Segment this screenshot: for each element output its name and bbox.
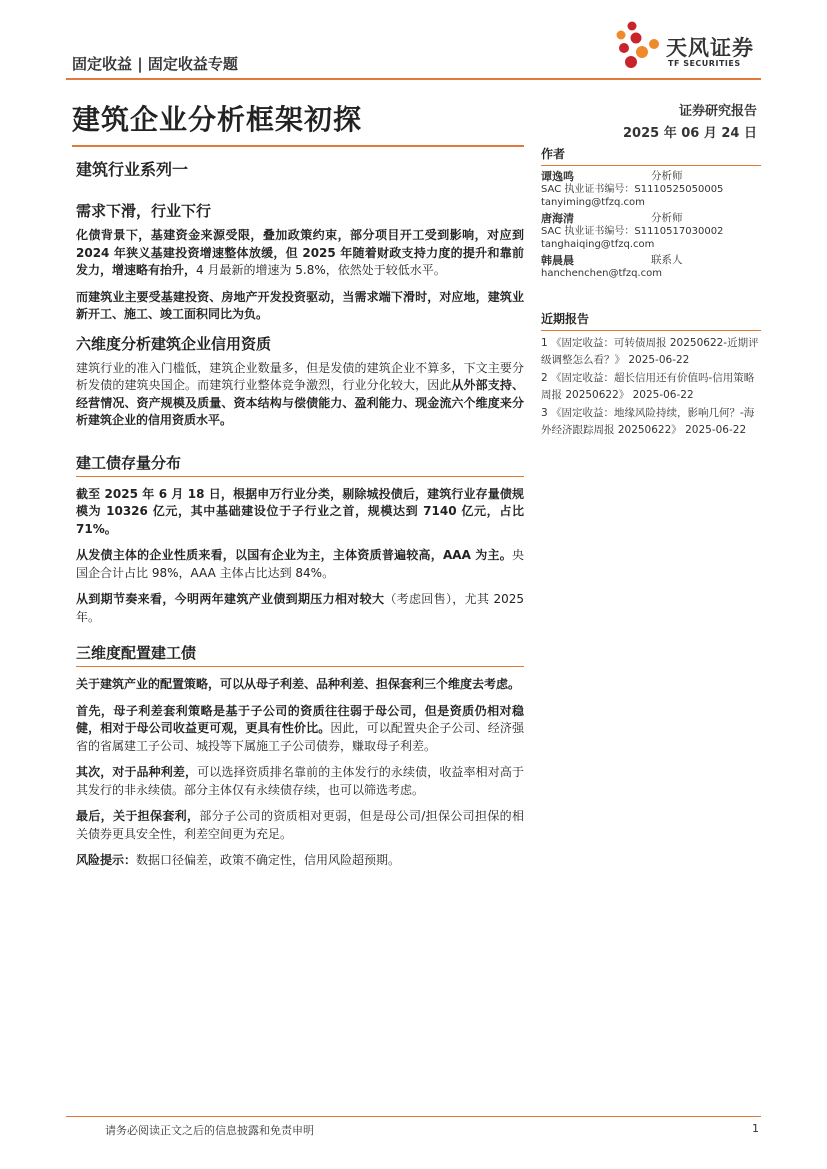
- author-name: 韩晨晨: [541, 254, 574, 267]
- paragraph: 关于建筑产业的配置策略，可以从母子利差、品种利差、担保套利三个维度去考虑。: [76, 677, 521, 691]
- recent-report-link[interactable]: 3 《固定收益：地缘风险持续，影响几何？-海外经济跟踪周报 20250622》 2025-06-22: [541, 407, 755, 436]
- main-content: [76, 200, 524, 879]
- title-divider: [72, 145, 524, 147]
- author-cert: SAC 执业证书编号：S1110517030002: [541, 226, 724, 237]
- footer-divider: [66, 1116, 761, 1117]
- author-cert: SAC 执业证书编号：S1110525050005: [541, 184, 724, 195]
- brand-name: 天风证券: [666, 36, 754, 60]
- recent-reports-panel: [541, 310, 761, 440]
- page-number: 1: [752, 1122, 759, 1135]
- header-divider: [66, 78, 761, 80]
- author-role: 分析师: [651, 170, 683, 182]
- author-entry: [541, 212, 761, 251]
- author-name: 唐海清: [541, 212, 574, 225]
- authors-heading: 作者: [541, 145, 761, 166]
- brand-subtitle: TF SECURITIES: [668, 59, 741, 68]
- author-name: 谭逸鸣: [541, 170, 574, 183]
- section-six-dimensions: [76, 333, 524, 430]
- paragraph: 建筑行业的准入门槛低，建筑企业数量多，但是发债的建筑企业不算多，下文主要分析发债的建筑央国企。而建筑行业整体竞争激烈，行业分化较大，因此从外部支持、经营情况、资产规模及质量、资本结构与偿债能力、盈利能力、现金流六个维度来分析建筑企业的信用资质水平。: [76, 360, 524, 427]
- section-heading: 建工债存量分布: [76, 452, 524, 477]
- author-role: 联系人: [651, 254, 683, 266]
- paragraph: 其次，对于品种利差，可以选择资质排名靠前的主体发行的永续债，收益率相对高于其发行的非永续债。部分主体仅有永续债存续，也可以筛选考虑。: [76, 765, 524, 797]
- report-date: 2025 年 06 月 24 日: [623, 126, 757, 141]
- author-email[interactable]: hanchenchen@tfzq.com: [541, 268, 663, 279]
- author-panel: [541, 145, 761, 281]
- paragraph: 而建筑业主要受基建投资、房地产开发投资驱动，当需求端下滑时，对应地，建筑业新开工、施工、竣工面积同比为负。: [76, 289, 524, 321]
- report-type: 证券研究报告: [678, 104, 757, 119]
- recent-reports-heading: 近期报告: [541, 310, 761, 331]
- report-subtitle: 建筑行业系列一: [76, 160, 189, 179]
- section-demand: [76, 200, 524, 324]
- paragraph: 首先，母子利差套利策略是基于子公司的资质往往弱于母公司，但是资质仍相对稳健，相对于母公司收益更可观，更具有性价比。因此，可以配置央企子公司、经济强省的省属建工子公司、城投等下属施工子公司债券，赚取母子利差。: [76, 703, 524, 753]
- paragraph: 化债背景下，基建资金来源受限，叠加政策约束，部分项目开工受到影响，对应到 2024 年狭义基建投资增速整体放缓，但 2025 年随着财政支持力度的提升和靠前发力，增速略有抬升，4 月最新的增速为 5.8%，依然处于较低水平。: [76, 228, 524, 277]
- section-heading: 六维度分析建筑企业信用资质: [76, 334, 272, 353]
- section-bond-distribution: [76, 452, 524, 627]
- author-entry: [541, 170, 761, 209]
- section-heading: 需求下滑，行业下行: [76, 202, 212, 220]
- recent-report-link[interactable]: 1 《固定收益：可转债周报 20250622-近期评级调整怎么看？》 2025-06-22: [541, 337, 759, 366]
- risk-warning: 风险提示：数据口径偏差，政策不确定性，信用风险超预期。: [76, 853, 401, 867]
- paragraph: 截至 2025 年 6 月 18 日，根据申万行业分类，剔除城投债后，建筑行业存量债规模为 10326 亿元，其中基础建设位于子行业之首，规模达到 7140 亿元，占比 71%。: [76, 486, 524, 536]
- footer-disclaimer: 请务必阅读正文之后的信息披露和免责申明: [105, 1124, 314, 1137]
- section-allocation: [76, 642, 524, 870]
- paragraph: 从到期节奏来看，今明两年建筑产业债到期压力相对较大（考虑回售），尤其 2025 年。: [76, 592, 524, 624]
- author-entry: [541, 254, 761, 280]
- recent-report-link[interactable]: 2 《固定收益：超长信用还有价值吗-信用策略周报 20250622》 2025-06-22: [541, 372, 755, 401]
- page-title: 建筑企业分析框架初探: [72, 103, 363, 136]
- author-email[interactable]: tanyiming@tfzq.com: [541, 197, 645, 208]
- author-email[interactable]: tanghaiqing@tfzq.com: [541, 239, 655, 250]
- author-role: 分析师: [651, 212, 683, 224]
- paragraph: 从发债主体的企业性质来看，以国有企业为主，主体资质普遍较高，AAA 为主。央国企合计占比 98%，AAA 主体占比达到 84%。: [76, 548, 524, 580]
- paragraph: 最后，关于担保套利，部分子公司的资质相对更弱，但是母公司/担保公司担保的相关债券更具安全性，利差空间更为充足。: [76, 809, 524, 841]
- section-heading: 三维度配置建工债: [76, 642, 524, 667]
- report-category: 固定收益 | 固定收益专题: [72, 55, 238, 73]
